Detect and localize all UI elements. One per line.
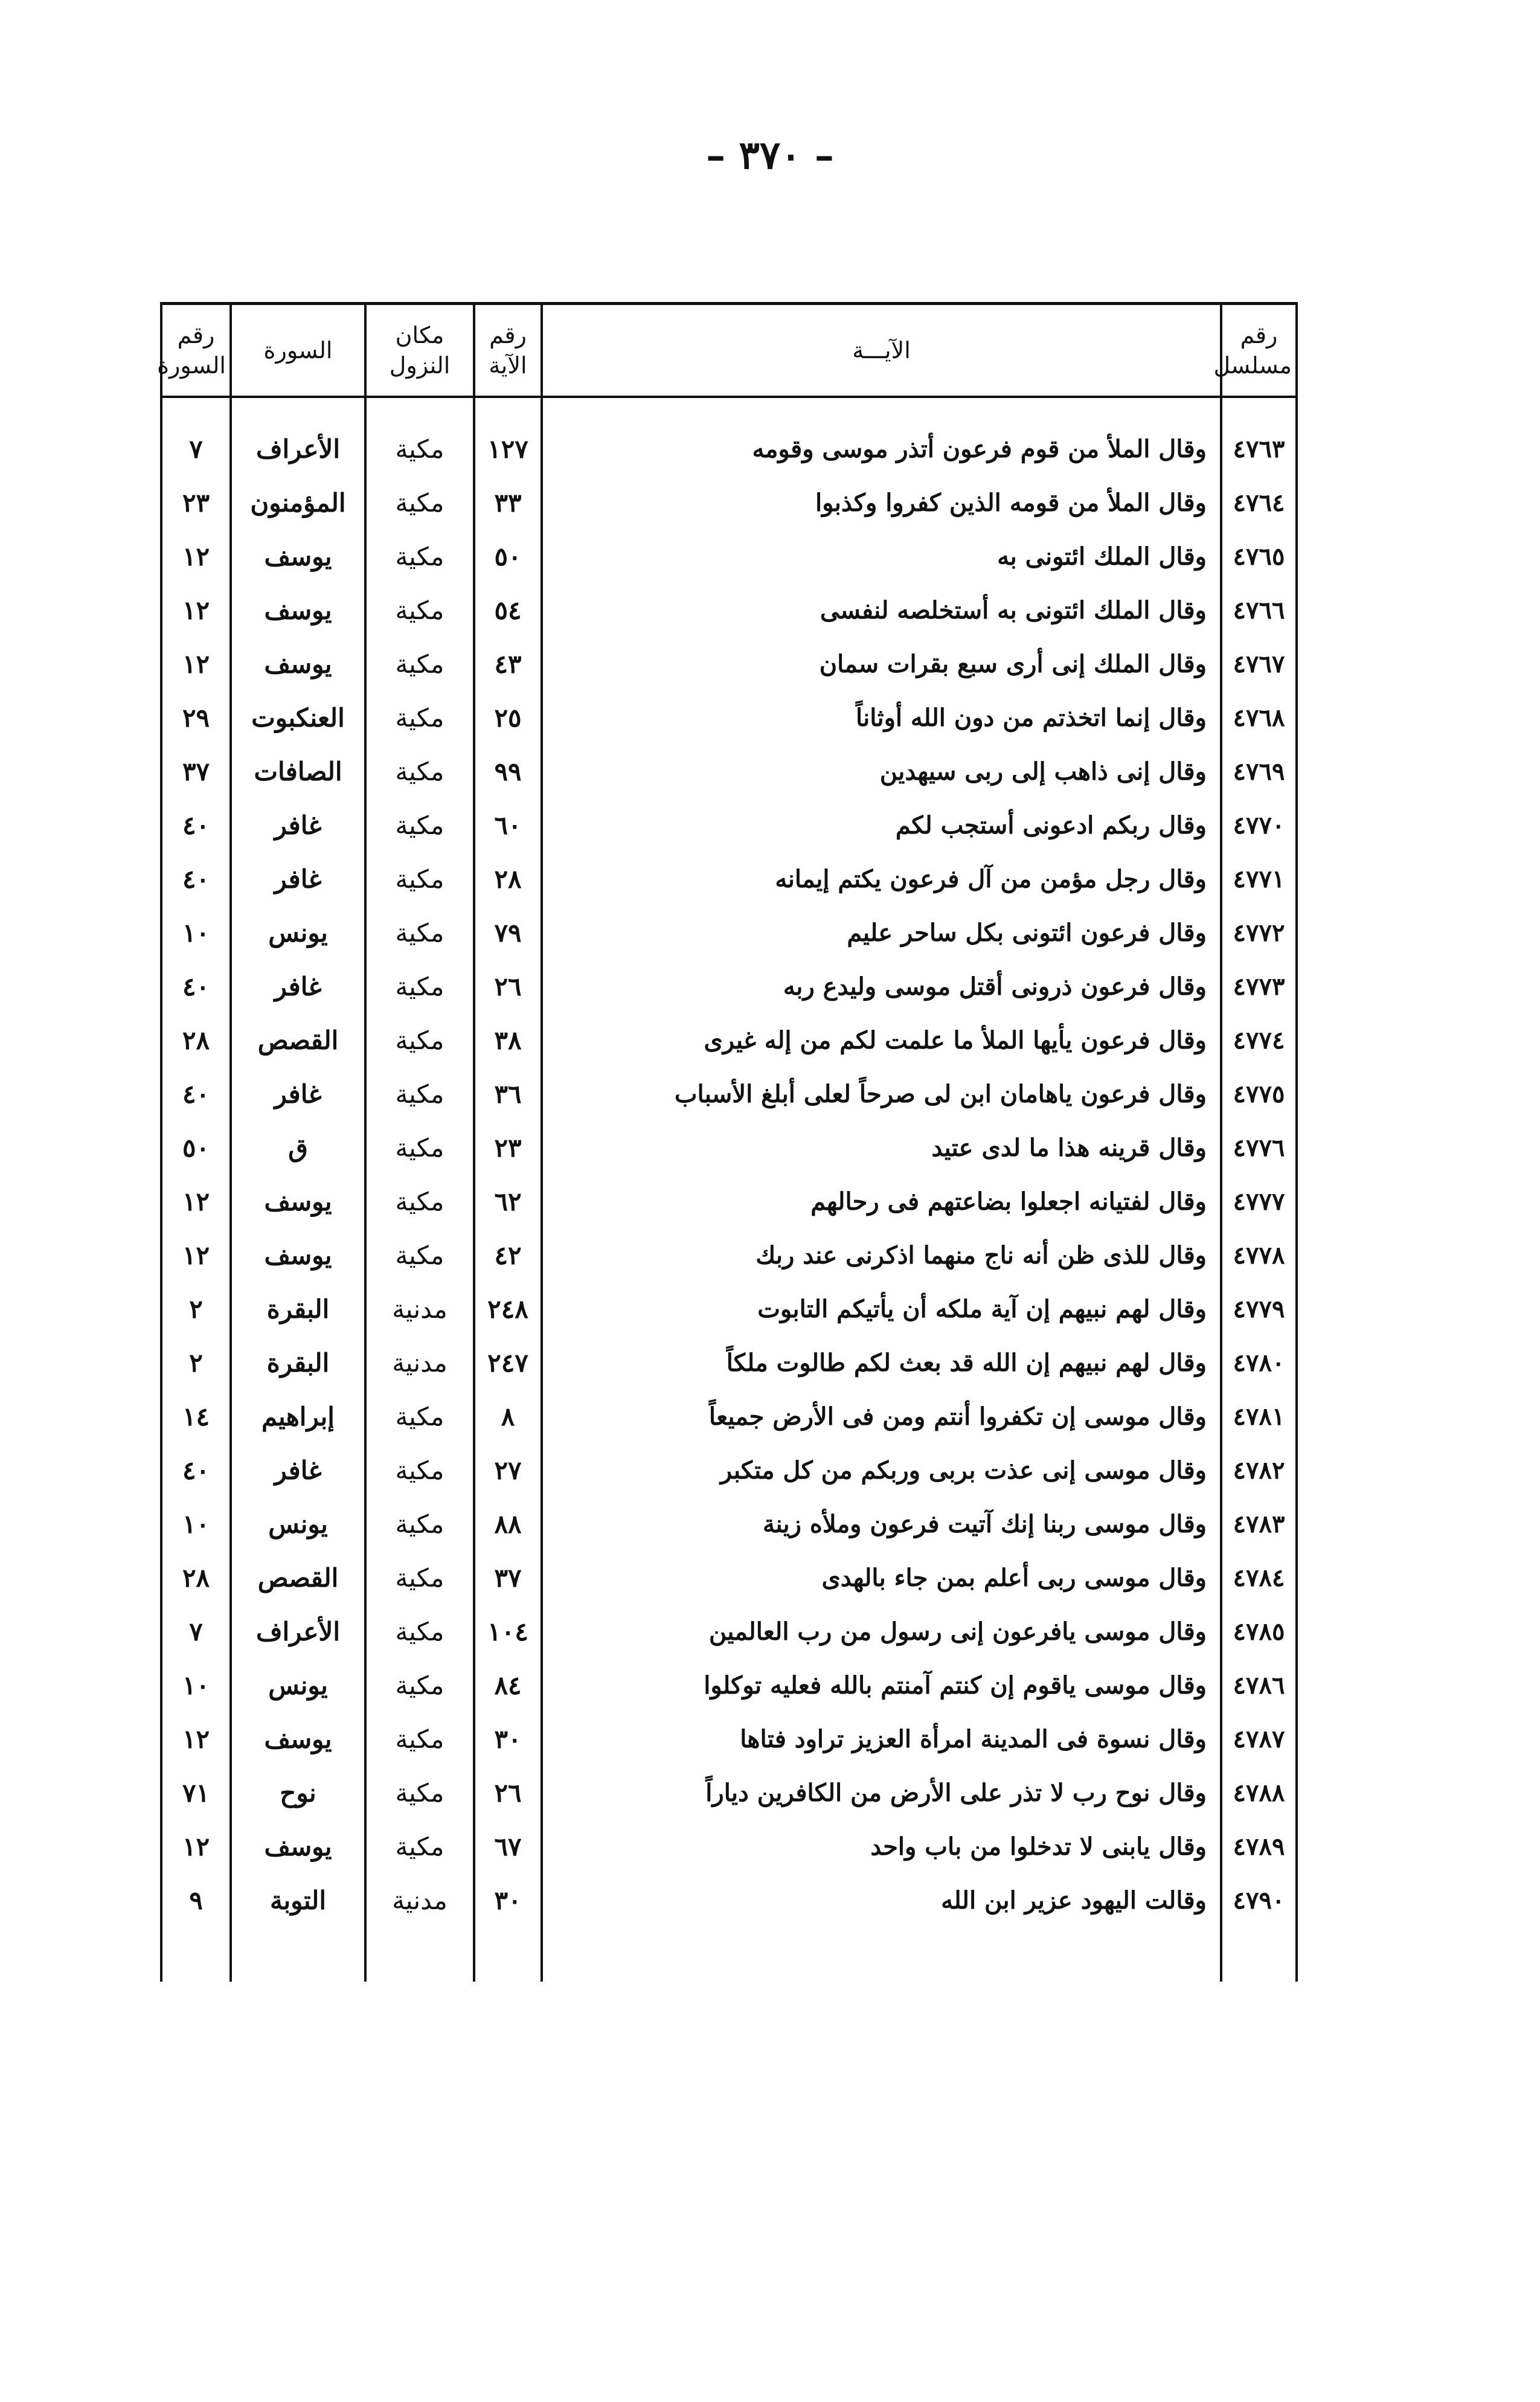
surah-name-cell: غافر [231, 852, 365, 906]
ayah-number-cell: ٦٢ [474, 1175, 542, 1228]
surah-name-cell: المؤمنون [231, 476, 365, 530]
surah-number-cell: ٣٧ [161, 745, 231, 798]
verse-text-cell: وقال لهم نبيهم إن الله قد بعث لكم طالوت ملكاً [542, 1336, 1221, 1390]
empty-cell [231, 1927, 365, 1982]
surah-number-cell: ٢ [161, 1282, 231, 1336]
table-row [161, 798, 1297, 852]
surah-number-cell: ٢٣ [161, 476, 231, 530]
serial-number-cell: ٤٧٨٦ [1221, 1659, 1297, 1712]
surah-name-cell: الأعراف [231, 397, 365, 476]
surah-name-cell: العنكبوت [231, 691, 365, 745]
surah-number-cell: ٤٠ [161, 1443, 231, 1497]
ayah-number-cell: ١٠٤ [474, 1605, 542, 1659]
table-row [161, 1121, 1297, 1175]
verse-text-cell: وقال موسى ربنا إنك آتيت فرعون وملأه زينة [542, 1497, 1221, 1551]
header-verse: الآيـــة [542, 304, 1221, 397]
revelation-place-cell: مكية [365, 1712, 474, 1766]
serial-number-cell: ٤٧٦٦ [1221, 583, 1297, 637]
revelation-place-cell: مكية [365, 1228, 474, 1282]
surah-number-cell: ٧١ [161, 1766, 231, 1820]
surah-number-cell: ١٠ [161, 906, 231, 960]
revelation-place-cell: مدنية [365, 1282, 474, 1336]
table-row [161, 745, 1297, 798]
surah-name-cell: الصافات [231, 745, 365, 798]
table-row [161, 691, 1297, 745]
serial-number-cell: ٤٧٨٤ [1221, 1551, 1297, 1605]
verse-text-cell: وقال موسى ربى أعلم بمن جاء بالهدى [542, 1551, 1221, 1605]
empty-cell [161, 1927, 231, 1982]
surah-name-cell: القصص [231, 1551, 365, 1605]
revelation-place-cell: مكية [365, 1659, 474, 1712]
ayah-number-cell: ٢٣ [474, 1121, 542, 1175]
revelation-place-cell: مكية [365, 798, 474, 852]
verse-text-cell: وقال فرعون ذرونى أقتل موسى وليدع ربه [542, 960, 1221, 1013]
ayah-number-cell: ٢٦ [474, 960, 542, 1013]
surah-name-cell: غافر [231, 1067, 365, 1121]
ayah-number-cell: ٣٦ [474, 1067, 542, 1121]
surah-name-cell: غافر [231, 1443, 365, 1497]
serial-number-cell: ٤٧٨٨ [1221, 1766, 1297, 1820]
ayah-number-cell: ٦٧ [474, 1820, 542, 1874]
serial-number-cell: ٤٧٦٥ [1221, 530, 1297, 583]
ayah-number-cell: ٨٨ [474, 1497, 542, 1551]
serial-number-cell: ٤٧٨١ [1221, 1390, 1297, 1443]
serial-number-cell: ٤٧٦٧ [1221, 637, 1297, 691]
revelation-place-cell: مكية [365, 745, 474, 798]
table-row [161, 583, 1297, 637]
surah-name-cell: الأعراف [231, 1605, 365, 1659]
ayah-number-cell: ٧٩ [474, 906, 542, 960]
serial-number-cell: ٤٧٩٠ [1221, 1874, 1297, 1927]
surah-name-cell: غافر [231, 798, 365, 852]
verse-text-cell: وقال نسوة فى المدينة امرأة العزيز تراود فتاها [542, 1712, 1221, 1766]
surah-number-cell: ١٢ [161, 637, 231, 691]
serial-number-cell: ٤٧٨٧ [1221, 1712, 1297, 1766]
serial-number-cell: ٤٧٧٠ [1221, 798, 1297, 852]
revelation-place-cell: مكية [365, 476, 474, 530]
revelation-place-cell: مكية [365, 906, 474, 960]
verse-text-cell: وقال الملك إنى أرى سبع بقرات سمان [542, 637, 1221, 691]
surah-number-cell: ١٢ [161, 1175, 231, 1228]
revelation-place-cell: مكية [365, 1067, 474, 1121]
ayah-number-cell: ٣٠ [474, 1874, 542, 1927]
table-row [161, 1712, 1297, 1766]
verse-text-cell: وقال موسى يافرعون إنى رسول من رب العالمين [542, 1605, 1221, 1659]
header-serial-number: رقم مسلسل [1221, 304, 1297, 397]
revelation-place-cell: مكية [365, 1497, 474, 1551]
table-row [161, 1497, 1297, 1551]
surah-name-cell: يوسف [231, 1228, 365, 1282]
revelation-place-cell: مكية [365, 691, 474, 745]
verse-text-cell: وقال الملأ من قومه الذين كفروا وكذبوا [542, 476, 1221, 530]
surah-number-cell: ١٤ [161, 1390, 231, 1443]
revelation-place-cell: مكية [365, 1175, 474, 1228]
ayah-number-cell: ٣٣ [474, 476, 542, 530]
table-row [161, 397, 1297, 476]
revelation-place-cell: مكية [365, 1820, 474, 1874]
surah-name-cell: غافر [231, 960, 365, 1013]
ayah-number-cell: ٤٢ [474, 1228, 542, 1282]
surah-number-cell: ٢ [161, 1336, 231, 1390]
table-header [157, 304, 1297, 397]
verse-text-cell: وقال فرعون ياهامان ابن لى صرحاً لعلى أبلغ الأسباب [542, 1067, 1221, 1121]
surah-number-cell: ١٠ [161, 1659, 231, 1712]
ayah-number-cell: ٢٧ [474, 1443, 542, 1497]
verse-text-cell: وقال لهم نبيهم إن آية ملكه أن يأتيكم التابوت [542, 1282, 1221, 1336]
surah-name-cell: يوسف [231, 637, 365, 691]
revelation-place-cell: مكية [365, 583, 474, 637]
table-row [161, 1175, 1297, 1228]
table-row [161, 852, 1297, 906]
surah-number-cell: ٤٠ [161, 1067, 231, 1121]
verse-text-cell: وقال رجل مؤمن من آل فرعون يكتم إيمانه [542, 852, 1221, 906]
ayah-number-cell: ٨ [474, 1390, 542, 1443]
surah-name-cell: البقرة [231, 1282, 365, 1336]
surah-number-cell: ١٢ [161, 1228, 231, 1282]
empty-cell [542, 1927, 1221, 1982]
header-surah-number: رقم السورة [161, 304, 231, 397]
surah-number-cell: ٢٨ [161, 1551, 231, 1605]
ayah-number-cell: ٤٣ [474, 637, 542, 691]
ayah-number-cell: ١٢٧ [474, 397, 542, 476]
verse-text-cell: وقال لفتيانه اجعلوا بضاعتهم فى رحالهم [542, 1175, 1221, 1228]
verse-text-cell: وقال نوح رب لا تذر على الأرض من الكافرين دياراً [542, 1766, 1221, 1820]
surah-number-cell: ١٢ [161, 583, 231, 637]
surah-name-cell: يوسف [231, 530, 365, 583]
revelation-place-cell: مدنية [365, 1336, 474, 1390]
revelation-place-cell: مدنية [365, 1874, 474, 1927]
revelation-place-cell: مكية [365, 852, 474, 906]
revelation-place-cell: مكية [365, 1605, 474, 1659]
serial-number-cell: ٤٧٦٤ [1221, 476, 1297, 530]
surah-name-cell: يوسف [231, 1820, 365, 1874]
verse-text-cell: وقال للذى ظن أنه ناج منهما اذكرنى عند ربك [542, 1228, 1221, 1282]
empty-cell [1221, 1927, 1297, 1982]
verse-text-cell: وقال الملك ائتونى به [542, 530, 1221, 583]
surah-number-cell: ٩ [161, 1874, 231, 1927]
surah-number-cell: ١٢ [161, 1820, 231, 1874]
revelation-place-cell: مكية [365, 397, 474, 476]
surah-name-cell: القصص [231, 1013, 365, 1067]
table-row [161, 637, 1297, 691]
serial-number-cell: ٤٧٨٩ [1221, 1820, 1297, 1874]
ayah-number-cell: ٩٩ [474, 745, 542, 798]
table-row [161, 1390, 1297, 1443]
verse-text-cell: وقال فرعون ائتونى بكل ساحر عليم [542, 906, 1221, 960]
surah-number-cell: ٤٠ [161, 960, 231, 1013]
table-row [161, 1551, 1297, 1605]
table-row [161, 530, 1297, 583]
serial-number-cell: ٤٧٨٠ [1221, 1336, 1297, 1390]
ayah-number-cell: ٣٠ [474, 1712, 542, 1766]
revelation-place-cell: مكية [365, 1121, 474, 1175]
header-surah: السورة [231, 304, 365, 397]
serial-number-cell: ٤٧٧١ [1221, 852, 1297, 906]
surah-name-cell: يوسف [231, 1712, 365, 1766]
verse-text-cell: وقال فرعون يأيها الملأ ما علمت لكم من إله غيرى [542, 1013, 1221, 1067]
table-row [161, 906, 1297, 960]
serial-number-cell: ٤٧٦٨ [1221, 691, 1297, 745]
serial-number-cell: ٤٧٧٣ [1221, 960, 1297, 1013]
table-row [161, 1659, 1297, 1712]
serial-number-cell: ٤٧٨٣ [1221, 1497, 1297, 1551]
surah-number-cell: ٢٨ [161, 1013, 231, 1067]
ayah-number-cell: ٦٠ [474, 798, 542, 852]
ayah-number-cell: ٢٨ [474, 852, 542, 906]
serial-number-cell: ٤٧٧٤ [1221, 1013, 1297, 1067]
surah-name-cell: التوبة [231, 1874, 365, 1927]
revelation-place-cell: مكية [365, 1013, 474, 1067]
revelation-place-cell: مكية [365, 1551, 474, 1605]
header-revelation-place: مكان النزول [365, 304, 474, 397]
serial-number-cell: ٤٧٦٩ [1221, 745, 1297, 798]
verse-text-cell: وقال ربكم ادعونى أستجب لكم [542, 798, 1221, 852]
surah-number-cell: ٢٩ [161, 691, 231, 745]
revelation-place-cell: مكية [365, 1766, 474, 1820]
table-row [161, 1336, 1297, 1390]
header-ayah-number: رقم الآية [474, 304, 542, 397]
ayah-number-cell: ٥٠ [474, 530, 542, 583]
revelation-place-cell: مكية [365, 1443, 474, 1497]
table-row [161, 1820, 1297, 1874]
table-row [161, 476, 1297, 530]
surah-name-cell: إبراهيم [231, 1390, 365, 1443]
surah-name-cell: ق [231, 1121, 365, 1175]
verse-text-cell: وقال يابنى لا تدخلوا من باب واحد [542, 1820, 1221, 1874]
surah-name-cell: البقرة [231, 1336, 365, 1390]
serial-number-cell: ٤٧٧٩ [1221, 1282, 1297, 1336]
revelation-place-cell: مكية [365, 960, 474, 1013]
surah-number-cell: ٧ [161, 1605, 231, 1659]
verse-text-cell: وقال موسى ياقوم إن كنتم آمنتم بالله فعليه توكلوا [542, 1659, 1221, 1712]
table-row [161, 1443, 1297, 1497]
surah-name-cell: يونس [231, 906, 365, 960]
table-row [161, 1282, 1297, 1336]
surah-number-cell: ١٠ [161, 1497, 231, 1551]
table-row [161, 1766, 1297, 1820]
ayah-number-cell: ٥٤ [474, 583, 542, 637]
verse-text-cell: وقال موسى إنى عذت بربى وربكم من كل متكبر [542, 1443, 1221, 1497]
serial-number-cell: ٤٧٧٢ [1221, 906, 1297, 960]
surah-name-cell: يونس [231, 1497, 365, 1551]
surah-number-cell: ١٢ [161, 1712, 231, 1766]
surah-name-cell: نوح [231, 1766, 365, 1820]
verse-text-cell: وقال قرينه هذا ما لدى عتيد [542, 1121, 1221, 1175]
verse-text-cell: وقال الملأ من قوم فرعون أتذر موسى وقومه [542, 397, 1221, 476]
ayah-number-cell: ٢٦ [474, 1766, 542, 1820]
surah-number-cell: ٥٠ [161, 1121, 231, 1175]
verse-text-cell: وقال الملك ائتونى به أستخلصه لنفسى [542, 583, 1221, 637]
surah-number-cell: ٧ [161, 397, 231, 476]
table-row [161, 1874, 1297, 1927]
serial-number-cell: ٤٧٧٧ [1221, 1175, 1297, 1228]
table-body [161, 397, 1297, 1982]
serial-number-cell: ٤٧٧٦ [1221, 1121, 1297, 1175]
revelation-place-cell: مكية [365, 530, 474, 583]
serial-number-cell: ٤٧٧٥ [1221, 1067, 1297, 1121]
surah-name-cell: يوسف [231, 583, 365, 637]
table-row [161, 1013, 1297, 1067]
surah-name-cell: يونس [231, 1659, 365, 1712]
ayah-number-cell: ٨٤ [474, 1659, 542, 1712]
verse-text-cell: وقال موسى إن تكفروا أنتم ومن فى الأرض جميعاً [542, 1390, 1221, 1443]
verse-text-cell: وقال إنى ذاهب إلى ربى سيهدين [542, 745, 1221, 798]
table-filler-row [161, 1927, 1297, 1982]
ayah-number-cell: ٣٧ [474, 1551, 542, 1605]
verse-index-table [157, 302, 1298, 1982]
ayah-number-cell: ٢٤٨ [474, 1282, 542, 1336]
empty-cell [474, 1927, 542, 1982]
surah-number-cell: ٤٠ [161, 798, 231, 852]
empty-cell [365, 1927, 474, 1982]
revelation-place-cell: مكية [365, 1390, 474, 1443]
revelation-place-cell: مكية [365, 637, 474, 691]
ayah-number-cell: ٢٥ [474, 691, 542, 745]
ayah-number-cell: ٢٤٧ [474, 1336, 542, 1390]
surah-name-cell: يوسف [231, 1175, 365, 1228]
verse-text-cell: وقال إنما اتخذتم من دون الله أوثاناً [542, 691, 1221, 745]
serial-number-cell: ٤٧٧٨ [1221, 1228, 1297, 1282]
table-row [161, 1228, 1297, 1282]
surah-number-cell: ١٢ [161, 530, 231, 583]
verse-text-cell: وقالت اليهود عزير ابن الله [542, 1874, 1221, 1927]
serial-number-cell: ٤٧٦٣ [1221, 397, 1297, 476]
ayah-number-cell: ٣٨ [474, 1013, 542, 1067]
table-row [161, 960, 1297, 1013]
page-number: – ٣٧٠ – [706, 133, 834, 178]
table-row [161, 1067, 1297, 1121]
table-row [161, 1605, 1297, 1659]
serial-number-cell: ٤٧٨٢ [1221, 1443, 1297, 1497]
serial-number-cell: ٤٧٨٥ [1221, 1605, 1297, 1659]
surah-number-cell: ٤٠ [161, 852, 231, 906]
